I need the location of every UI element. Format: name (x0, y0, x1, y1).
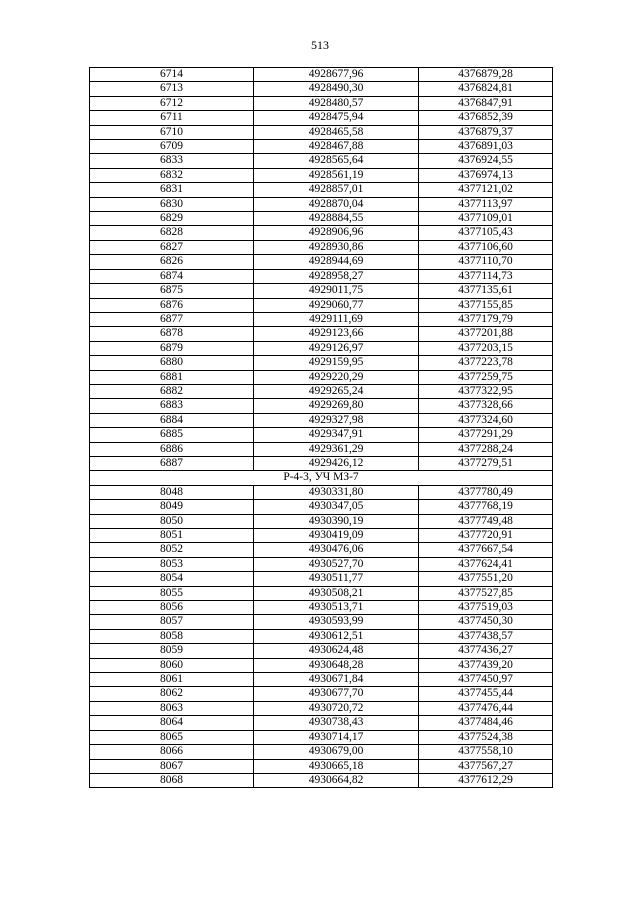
x-coordinate-cell: 4930347,05 (254, 500, 419, 514)
point-number-cell: 6828 (90, 226, 254, 240)
x-coordinate-cell: 4930476,06 (254, 543, 419, 557)
point-number-cell: 6712 (90, 96, 254, 110)
table-row (90, 154, 553, 168)
point-number-cell: 8066 (90, 745, 254, 759)
point-number-cell: 6830 (90, 197, 254, 211)
page-number: 513 (311, 38, 329, 52)
point-number-cell: 6880 (90, 356, 254, 370)
point-number-cell: 8054 (90, 572, 254, 586)
x-coordinate-cell: 4929361,29 (254, 442, 419, 456)
x-coordinate-cell: 4930664,82 (254, 773, 419, 787)
y-coordinate-cell: 4377519,03 (419, 601, 553, 615)
y-coordinate-cell: 4376924,55 (419, 154, 553, 168)
y-coordinate-cell: 4377288,24 (419, 442, 553, 456)
table-row (90, 716, 553, 730)
table-row (90, 384, 553, 398)
table-row (90, 428, 553, 442)
y-coordinate-cell: 4377450,97 (419, 673, 553, 687)
x-coordinate-cell: 4930419,09 (254, 529, 419, 543)
y-coordinate-cell: 4377322,95 (419, 384, 553, 398)
table-row (90, 370, 553, 384)
point-number-cell: 8060 (90, 658, 254, 672)
y-coordinate-cell: 4377328,66 (419, 399, 553, 413)
table-row (90, 111, 553, 125)
y-coordinate-cell: 4377720,91 (419, 529, 553, 543)
x-coordinate-cell: 4928475,94 (254, 111, 419, 125)
point-number-cell: 8058 (90, 629, 254, 643)
y-coordinate-cell: 4376852,39 (419, 111, 553, 125)
table-row (90, 687, 553, 701)
y-coordinate-cell: 4377484,46 (419, 716, 553, 730)
table-row (90, 658, 553, 672)
point-number-cell: 8068 (90, 773, 254, 787)
x-coordinate-cell: 4928480,57 (254, 96, 419, 110)
y-coordinate-cell: 4377259,75 (419, 370, 553, 384)
table-row (90, 615, 553, 629)
x-coordinate-cell: 4928944,69 (254, 255, 419, 269)
point-number-cell: 8062 (90, 687, 254, 701)
table-row (90, 745, 553, 759)
y-coordinate-cell: 4377203,15 (419, 341, 553, 355)
y-coordinate-cell: 4377439,20 (419, 658, 553, 672)
point-number-cell: 8055 (90, 586, 254, 600)
y-coordinate-cell: 4377624,41 (419, 557, 553, 571)
point-number-cell: 8052 (90, 543, 254, 557)
table-row (90, 125, 553, 139)
y-coordinate-cell: 4377612,29 (419, 773, 553, 787)
x-coordinate-cell: 4928930,86 (254, 240, 419, 254)
x-coordinate-cell: 4930612,51 (254, 629, 419, 643)
x-coordinate-cell: 4930738,43 (254, 716, 419, 730)
table-row (90, 284, 553, 298)
table-row (90, 543, 553, 557)
x-coordinate-cell: 4929347,91 (254, 428, 419, 442)
y-coordinate-cell: 4377121,02 (419, 183, 553, 197)
y-coordinate-cell: 4377279,51 (419, 456, 553, 470)
y-coordinate-cell: 4376847,91 (419, 96, 553, 110)
point-number-cell: 8051 (90, 529, 254, 543)
point-number-cell: 8050 (90, 514, 254, 528)
point-number-cell: 6884 (90, 413, 254, 427)
x-coordinate-cell: 4928490,30 (254, 82, 419, 96)
x-coordinate-cell: 4930390,19 (254, 514, 419, 528)
table-row (90, 514, 553, 528)
table-row (90, 356, 553, 370)
point-number-cell: 6885 (90, 428, 254, 442)
point-number-cell: 6878 (90, 327, 254, 341)
x-coordinate-cell: 4929426,12 (254, 456, 419, 470)
point-number-cell: 8061 (90, 673, 254, 687)
table-row (90, 456, 553, 470)
table-row (90, 529, 553, 543)
y-coordinate-cell: 4377524,38 (419, 730, 553, 744)
table-row (90, 701, 553, 715)
x-coordinate-cell: 4929327,98 (254, 413, 419, 427)
x-coordinate-cell: 4928857,01 (254, 183, 419, 197)
point-number-cell: 8067 (90, 759, 254, 773)
x-coordinate-cell: 4928467,88 (254, 140, 419, 154)
x-coordinate-cell: 4928958,27 (254, 269, 419, 283)
section-label: Р-4-3, УЧ МЗ-7 (90, 471, 553, 485)
y-coordinate-cell: 4377135,61 (419, 284, 553, 298)
table-row (90, 399, 553, 413)
table-row (90, 341, 553, 355)
y-coordinate-cell: 4377179,79 (419, 312, 553, 326)
x-coordinate-cell: 4929011,75 (254, 284, 419, 298)
x-coordinate-cell: 4930665,18 (254, 759, 419, 773)
x-coordinate-cell: 4929159,95 (254, 356, 419, 370)
y-coordinate-cell: 4377291,29 (419, 428, 553, 442)
table-row (90, 500, 553, 514)
table-row (90, 68, 553, 82)
x-coordinate-cell: 4929060,77 (254, 298, 419, 312)
y-coordinate-cell: 4377450,30 (419, 615, 553, 629)
y-coordinate-cell: 4377558,10 (419, 745, 553, 759)
y-coordinate-cell: 4377476,44 (419, 701, 553, 715)
y-coordinate-cell: 4376879,28 (419, 68, 553, 82)
y-coordinate-cell: 4377105,43 (419, 226, 553, 240)
point-number-cell: 6877 (90, 312, 254, 326)
x-coordinate-cell: 4928870,04 (254, 197, 419, 211)
x-coordinate-cell: 4929126,97 (254, 341, 419, 355)
y-coordinate-cell: 4377527,85 (419, 586, 553, 600)
point-number-cell: 6879 (90, 341, 254, 355)
point-number-cell: 6882 (90, 384, 254, 398)
y-coordinate-cell: 4377768,19 (419, 500, 553, 514)
point-number-cell: 8064 (90, 716, 254, 730)
point-number-cell: 6886 (90, 442, 254, 456)
y-coordinate-cell: 4377201,88 (419, 327, 553, 341)
y-coordinate-cell: 4377113,97 (419, 197, 553, 211)
x-coordinate-cell: 4930720,72 (254, 701, 419, 715)
point-number-cell: 6874 (90, 269, 254, 283)
point-number-cell: 6826 (90, 255, 254, 269)
point-number-cell: 6832 (90, 168, 254, 182)
table-row (90, 240, 553, 254)
table-row (90, 226, 553, 240)
x-coordinate-cell: 4930679,00 (254, 745, 419, 759)
table-row (90, 327, 553, 341)
point-number-cell: 8063 (90, 701, 254, 715)
table-row (90, 212, 553, 226)
point-number-cell: 8056 (90, 601, 254, 615)
table-row (90, 269, 553, 283)
point-number-cell: 6831 (90, 183, 254, 197)
point-number-cell: 8059 (90, 644, 254, 658)
x-coordinate-cell: 4929220,29 (254, 370, 419, 384)
y-coordinate-cell: 4377110,70 (419, 255, 553, 269)
table-row (90, 255, 553, 269)
point-number-cell: 6881 (90, 370, 254, 384)
y-coordinate-cell: 4377567,27 (419, 759, 553, 773)
x-coordinate-cell: 4928906,96 (254, 226, 419, 240)
table-row (90, 759, 553, 773)
x-coordinate-cell: 4930677,70 (254, 687, 419, 701)
point-number-cell: 6709 (90, 140, 254, 154)
y-coordinate-cell: 4376824,81 (419, 82, 553, 96)
y-coordinate-cell: 4377455,44 (419, 687, 553, 701)
y-coordinate-cell: 4376879,37 (419, 125, 553, 139)
y-coordinate-cell: 4377106,60 (419, 240, 553, 254)
table-row (90, 629, 553, 643)
table-row (90, 183, 553, 197)
table-row (90, 413, 553, 427)
point-number-cell: 6887 (90, 456, 254, 470)
table-row (90, 442, 553, 456)
y-coordinate-cell: 4377109,01 (419, 212, 553, 226)
point-number-cell: 6833 (90, 154, 254, 168)
x-coordinate-cell: 4929265,24 (254, 384, 419, 398)
table-row (90, 312, 553, 326)
point-number-cell: 6875 (90, 284, 254, 298)
coordinates-table (89, 67, 553, 788)
x-coordinate-cell: 4930714,17 (254, 730, 419, 744)
x-coordinate-cell: 4930508,21 (254, 586, 419, 600)
table-row (90, 168, 553, 182)
point-number-cell: 8049 (90, 500, 254, 514)
y-coordinate-cell: 4377667,54 (419, 543, 553, 557)
y-coordinate-cell: 4377223,78 (419, 356, 553, 370)
table-row (90, 197, 553, 211)
point-number-cell: 6827 (90, 240, 254, 254)
y-coordinate-cell: 4376974,13 (419, 168, 553, 182)
x-coordinate-cell: 4930513,71 (254, 601, 419, 615)
y-coordinate-cell: 4377114,73 (419, 269, 553, 283)
coordinates-table-body (90, 68, 553, 788)
x-coordinate-cell: 4928565,64 (254, 154, 419, 168)
point-number-cell: 8053 (90, 557, 254, 571)
x-coordinate-cell: 4930511,77 (254, 572, 419, 586)
table-row (90, 572, 553, 586)
x-coordinate-cell: 4930331,80 (254, 485, 419, 499)
x-coordinate-cell: 4930593,99 (254, 615, 419, 629)
point-number-cell: 8065 (90, 730, 254, 744)
point-number-cell: 6714 (90, 68, 254, 82)
table-row (90, 82, 553, 96)
table-row (90, 644, 553, 658)
point-number-cell: 6829 (90, 212, 254, 226)
y-coordinate-cell: 4377551,20 (419, 572, 553, 586)
y-coordinate-cell: 4376891,03 (419, 140, 553, 154)
y-coordinate-cell: 4377324,60 (419, 413, 553, 427)
y-coordinate-cell: 4377438,57 (419, 629, 553, 643)
point-number-cell: 6711 (90, 111, 254, 125)
section-row (90, 471, 553, 485)
x-coordinate-cell: 4930527,70 (254, 557, 419, 571)
y-coordinate-cell: 4377436,27 (419, 644, 553, 658)
table-row (90, 773, 553, 787)
point-number-cell: 6713 (90, 82, 254, 96)
table-row (90, 96, 553, 110)
point-number-cell: 6710 (90, 125, 254, 139)
x-coordinate-cell: 4928561,19 (254, 168, 419, 182)
y-coordinate-cell: 4377155,85 (419, 298, 553, 312)
table-row (90, 557, 553, 571)
x-coordinate-cell: 4930648,28 (254, 658, 419, 672)
x-coordinate-cell: 4928677,96 (254, 68, 419, 82)
x-coordinate-cell: 4929123,66 (254, 327, 419, 341)
x-coordinate-cell: 4929111,69 (254, 312, 419, 326)
x-coordinate-cell: 4929269,80 (254, 399, 419, 413)
table-row (90, 586, 553, 600)
x-coordinate-cell: 4928465,58 (254, 125, 419, 139)
point-number-cell: 8048 (90, 485, 254, 499)
table-row (90, 730, 553, 744)
table-row (90, 601, 553, 615)
table-row (90, 298, 553, 312)
point-number-cell: 6876 (90, 298, 254, 312)
y-coordinate-cell: 4377749,48 (419, 514, 553, 528)
point-number-cell: 8057 (90, 615, 254, 629)
table-row (90, 673, 553, 687)
table-row (90, 485, 553, 499)
y-coordinate-cell: 4377780,49 (419, 485, 553, 499)
x-coordinate-cell: 4930624,48 (254, 644, 419, 658)
x-coordinate-cell: 4928884,55 (254, 212, 419, 226)
point-number-cell: 6883 (90, 399, 254, 413)
x-coordinate-cell: 4930671,84 (254, 673, 419, 687)
table-row (90, 140, 553, 154)
